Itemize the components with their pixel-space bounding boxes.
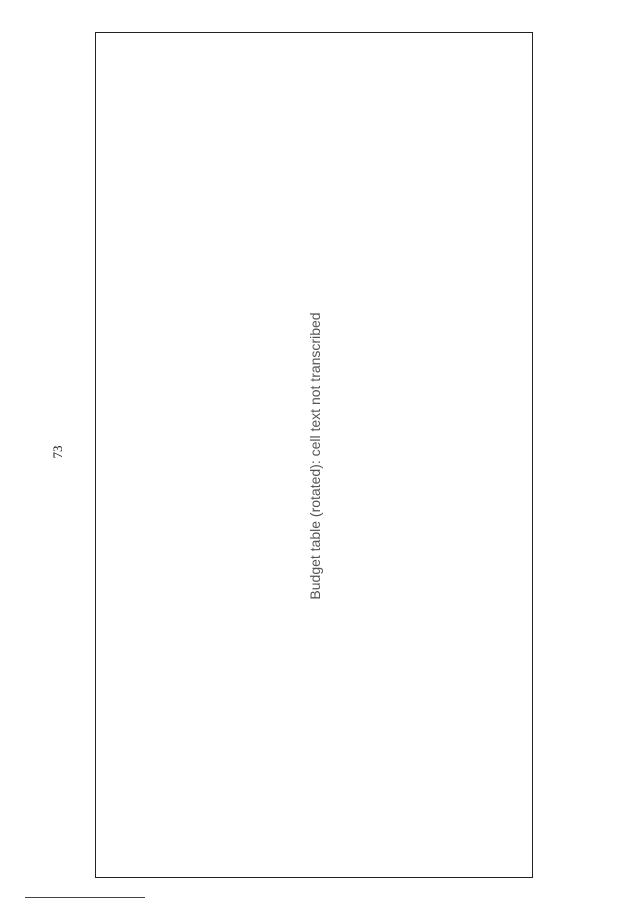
budget-table [95,32,533,878]
transcription-note: Budget table (rotated): cell text not transcribed [307,312,323,600]
page-number: 73 [50,445,65,459]
footnote-rule [25,897,145,898]
